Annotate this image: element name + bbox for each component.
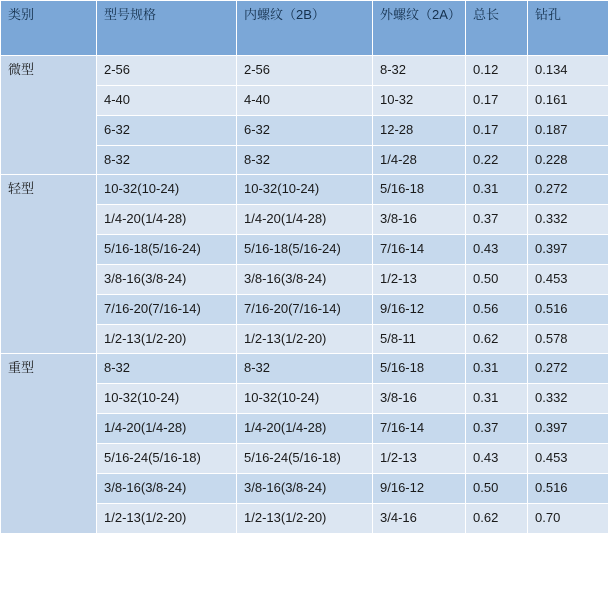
- table-row: [1, 354, 608, 384]
- cell-external-thread: 10-32: [373, 85, 466, 115]
- cell-internal-thread: 1/4-20(1/4-28): [237, 414, 373, 444]
- cell-model-spec: 1/2-13(1/2-20): [97, 324, 237, 354]
- cell-model-spec: 10-32(10-24): [97, 175, 237, 205]
- cell-internal-thread: 4-40: [237, 85, 373, 115]
- cell-total-length: 0.31: [466, 354, 528, 384]
- table-header: [1, 1, 608, 56]
- header-row: [1, 1, 608, 56]
- cell-total-length: 0.43: [466, 443, 528, 473]
- cell-internal-thread: 8-32: [237, 145, 373, 175]
- cell-internal-thread: 6-32: [237, 115, 373, 145]
- cell-external-thread: 3/4-16: [373, 503, 466, 533]
- cell-external-thread: 8-32: [373, 56, 466, 86]
- cell-model-spec: 3/8-16(3/8-24): [97, 473, 237, 503]
- cell-internal-thread: 10-32(10-24): [237, 175, 373, 205]
- cell-model-spec: 1/4-20(1/4-28): [97, 205, 237, 235]
- table-row: [1, 56, 608, 86]
- cell-drill-hole: 0.397: [528, 414, 608, 444]
- cell-drill-hole: 0.187: [528, 115, 608, 145]
- column-header-internal-thread: 内螺纹（2B）: [237, 1, 373, 56]
- column-header-drill-hole: 钻孔: [528, 1, 608, 56]
- cell-model-spec: 2-56: [97, 56, 237, 86]
- table-row: [1, 175, 608, 205]
- cell-total-length: 0.56: [466, 294, 528, 324]
- category-cell-micro: 微型: [1, 56, 97, 175]
- cell-model-spec: 5/16-24(5/16-18): [97, 443, 237, 473]
- cell-drill-hole: 0.397: [528, 235, 608, 265]
- cell-total-length: 0.17: [466, 85, 528, 115]
- cell-internal-thread: 5/16-24(5/16-18): [237, 443, 373, 473]
- cell-model-spec: 5/16-18(5/16-24): [97, 235, 237, 265]
- cell-drill-hole: 0.272: [528, 354, 608, 384]
- cell-drill-hole: 0.161: [528, 85, 608, 115]
- cell-total-length: 0.31: [466, 175, 528, 205]
- cell-total-length: 0.50: [466, 264, 528, 294]
- cell-model-spec: 4-40: [97, 85, 237, 115]
- cell-total-length: 0.22: [466, 145, 528, 175]
- cell-model-spec: 6-32: [97, 115, 237, 145]
- cell-external-thread: 1/2-13: [373, 443, 466, 473]
- cell-external-thread: 9/16-12: [373, 294, 466, 324]
- cell-total-length: 0.37: [466, 205, 528, 235]
- cell-external-thread: 3/8-16: [373, 384, 466, 414]
- cell-internal-thread: 3/8-16(3/8-24): [237, 473, 373, 503]
- cell-total-length: 0.50: [466, 473, 528, 503]
- cell-total-length: 0.12: [466, 56, 528, 86]
- cell-external-thread: 9/16-12: [373, 473, 466, 503]
- cell-total-length: 0.17: [466, 115, 528, 145]
- cell-drill-hole: 0.272: [528, 175, 608, 205]
- cell-internal-thread: 7/16-20(7/16-14): [237, 294, 373, 324]
- cell-internal-thread: 10-32(10-24): [237, 384, 373, 414]
- cell-model-spec: 8-32: [97, 145, 237, 175]
- cell-total-length: 0.62: [466, 503, 528, 533]
- cell-external-thread: 5/16-18: [373, 175, 466, 205]
- cell-drill-hole: 0.332: [528, 384, 608, 414]
- cell-external-thread: 5/8-11: [373, 324, 466, 354]
- column-header-total-length: 总长: [466, 1, 528, 56]
- cell-internal-thread: 2-56: [237, 56, 373, 86]
- cell-total-length: 0.43: [466, 235, 528, 265]
- cell-external-thread: 12-28: [373, 115, 466, 145]
- cell-total-length: 0.37: [466, 414, 528, 444]
- cell-drill-hole: 0.516: [528, 473, 608, 503]
- cell-model-spec: 3/8-16(3/8-24): [97, 264, 237, 294]
- cell-drill-hole: 0.453: [528, 443, 608, 473]
- cell-drill-hole: 0.516: [528, 294, 608, 324]
- cell-total-length: 0.31: [466, 384, 528, 414]
- cell-external-thread: 7/16-14: [373, 235, 466, 265]
- cell-model-spec: 1/2-13(1/2-20): [97, 503, 237, 533]
- category-cell-heavy: 重型: [1, 354, 97, 533]
- cell-model-spec: 10-32(10-24): [97, 384, 237, 414]
- column-header-external-thread: 外螺纹（2A）: [373, 1, 466, 56]
- column-header-category: 类别: [1, 1, 97, 56]
- table-body: [1, 56, 608, 534]
- cell-drill-hole: 0.578: [528, 324, 608, 354]
- cell-total-length: 0.62: [466, 324, 528, 354]
- cell-internal-thread: 1/2-13(1/2-20): [237, 503, 373, 533]
- cell-external-thread: 3/8-16: [373, 205, 466, 235]
- cell-external-thread: 1/2-13: [373, 264, 466, 294]
- cell-external-thread: 7/16-14: [373, 414, 466, 444]
- cell-internal-thread: 3/8-16(3/8-24): [237, 264, 373, 294]
- cell-internal-thread: 8-32: [237, 354, 373, 384]
- cell-model-spec: 8-32: [97, 354, 237, 384]
- cell-internal-thread: 5/16-18(5/16-24): [237, 235, 373, 265]
- cell-internal-thread: 1/4-20(1/4-28): [237, 205, 373, 235]
- cell-drill-hole: 0.332: [528, 205, 608, 235]
- cell-model-spec: 7/16-20(7/16-14): [97, 294, 237, 324]
- cell-internal-thread: 1/2-13(1/2-20): [237, 324, 373, 354]
- category-cell-light: 轻型: [1, 175, 97, 354]
- cell-drill-hole: 0.134: [528, 56, 608, 86]
- cell-external-thread: 5/16-18: [373, 354, 466, 384]
- cell-drill-hole: 0.228: [528, 145, 608, 175]
- cell-model-spec: 1/4-20(1/4-28): [97, 414, 237, 444]
- cell-drill-hole: 0.70: [528, 503, 608, 533]
- column-header-model-spec: 型号规格: [97, 1, 237, 56]
- cell-drill-hole: 0.453: [528, 264, 608, 294]
- cell-external-thread: 1/4-28: [373, 145, 466, 175]
